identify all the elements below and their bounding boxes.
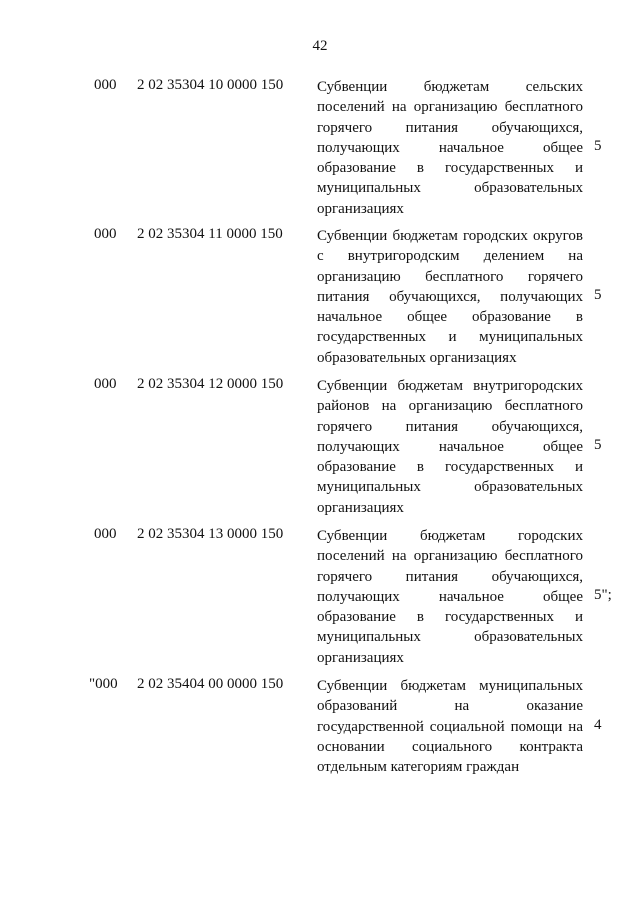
description-line: Субвенции бюджетам муниципальных [317,678,583,694]
description-line: организациях [317,499,404,516]
description-line: районов на организацию бесплатного [317,398,583,415]
admin-code: 000 [94,77,117,93]
admin-code: 000 [94,376,117,392]
description-line: муниципальных образовательных [317,479,583,496]
description-line: горячего питания обучающихся, [317,568,583,585]
description-line: получающих начальное общее [317,139,583,156]
description-line: отдельным категориям граждан [317,759,520,776]
admin-code: "000 [89,676,118,692]
description-line: Субвенции бюджетам внутригородских [317,378,583,394]
description-line: поселений на организацию бесплатного [317,99,583,116]
budget-classification-code: 2 02 35304 10 0000 150 [137,77,284,93]
description-line: муниципальных образовательных [317,180,583,197]
description-line: основании социального контракта [317,738,583,755]
admin-code: 000 [94,226,117,242]
description-line: Субвенции бюджетам сельских [317,79,583,95]
income-description [317,77,583,219]
budget-classification-code: 2 02 35304 11 0000 150 [137,226,283,242]
description-line: образование в государственных и [317,459,583,476]
income-description [317,376,583,518]
description-line: образовательных организациях [317,349,517,366]
income-description [317,526,583,668]
description-line: государственной социальной помощи на [317,718,583,735]
description-line: начальное общее образование в [317,309,583,326]
amount-value: 5 [594,287,602,303]
description-line: организацию бесплатного горячего [317,268,583,285]
income-description [317,676,583,777]
description-line: получающих начальное общее [317,588,583,605]
description-line: получающих начальное общее [317,438,583,455]
description-line: поселений на организацию бесплатного [317,548,583,565]
budget-classification-code: 2 02 35304 12 0000 150 [137,376,284,392]
description-line: горячего питания обучающихся, [317,119,583,136]
description-line: образований на оказание [317,698,583,715]
income-description [317,226,583,368]
budget-classification-code: 2 02 35404 00 0000 150 [137,676,284,692]
amount-value: 5 [594,437,602,453]
description-line: государственных и муниципальных [317,329,583,346]
description-line: образование в государственных и [317,609,583,626]
description-line: муниципальных образовательных [317,629,583,646]
description-line: образование в государственных и [317,160,583,177]
description-line: Субвенции бюджетам городских округов [317,228,583,244]
description-line: организациях [317,649,404,666]
description-line: организациях [317,200,404,217]
amount-value: 5"; [594,587,612,603]
description-line: питания обучающихся, получающих [317,288,583,305]
description-line: Субвенции бюджетам городских [317,528,583,544]
description-line: с внутригородским делением на [317,248,583,265]
admin-code: 000 [94,526,117,542]
amount-value: 4 [594,717,602,733]
description-line: горячего питания обучающихся, [317,418,583,435]
budget-classification-code: 2 02 35304 13 0000 150 [137,526,284,542]
amount-value: 5 [594,138,602,154]
page-number: 42 [312,38,328,54]
